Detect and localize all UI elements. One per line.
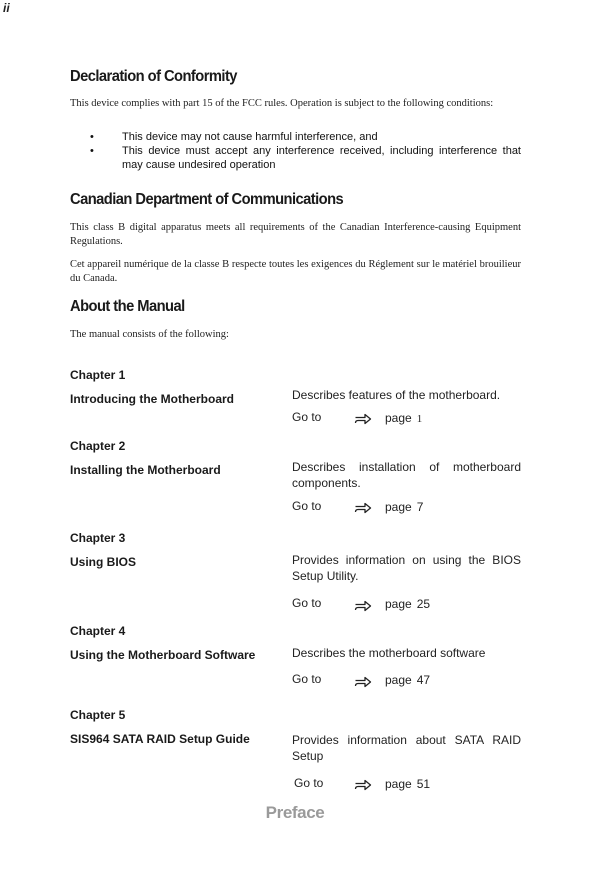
page-label: page (385, 673, 412, 687)
page-number-link[interactable]: 51 (416, 777, 431, 791)
bullet-item (90, 130, 521, 144)
chapter-number: Chapter 2 (70, 439, 126, 453)
hand-pointing-arrow-icon (354, 412, 372, 430)
page-reference[interactable] (385, 411, 422, 425)
go-to-label: Go to (292, 672, 322, 686)
go-to-label: Go to (292, 499, 322, 513)
bullet-marker: • (90, 145, 94, 157)
footer-section-title: Preface (265, 803, 325, 822)
hand-pointing-arrow-icon (354, 599, 372, 617)
page-number: ii (3, 1, 10, 15)
chapter-description: Describes installation of motherboard components. (292, 460, 521, 490)
heading-declaration-of-conformity: Declaration of Conformity (70, 68, 237, 85)
heading-about-the-manual: About the Manual (70, 298, 185, 315)
chapter-title: Introducing the Motherboard (70, 392, 234, 406)
go-to-label: Go to (292, 596, 322, 610)
page-number-link[interactable]: 47 (416, 673, 431, 687)
page-label: page (385, 597, 412, 611)
bullet-text: This device may not cause harmful interference, and (122, 131, 378, 143)
page-number-link[interactable]: 1 (416, 413, 423, 425)
chapter-title: Using the Motherboard Software (70, 648, 256, 662)
chapter-number: Chapter 5 (70, 708, 126, 722)
chapter-description: Provides information about SATA RAID Setup (292, 733, 521, 763)
page-label: page (385, 777, 412, 791)
chapter-number: Chapter 1 (70, 368, 126, 382)
page-reference[interactable] (385, 500, 423, 514)
bullet-text: This device must accept any interference received, including interference that may cause undesired operation (122, 145, 521, 171)
chapter-number: Chapter 4 (70, 624, 126, 638)
chapter-title: Using BIOS (70, 555, 137, 569)
chapter-title: Installing the Motherboard (70, 463, 221, 477)
chapter-description: Describes features of the motherboard. (292, 388, 501, 402)
chapter-description: Provides information on using the BIOS Setup Utility. (292, 553, 521, 583)
go-to-label: Go to (292, 410, 322, 424)
page-number-link[interactable]: 25 (416, 597, 431, 611)
canadian-paragraph-french: Cet appareil numérique de la classe B respecte toutes les exigences du Réglement sur le matériel brouilieur du Canada. (70, 259, 521, 284)
page-label: page (385, 500, 412, 514)
page-label: page (385, 411, 412, 425)
bullet-item (90, 144, 521, 172)
hand-pointing-arrow-icon (354, 675, 372, 693)
page-reference[interactable] (385, 777, 430, 791)
chapter-description: Describes the motherboard software (292, 646, 486, 660)
page-reference[interactable] (385, 597, 430, 611)
chapter-number: Chapter 3 (70, 531, 126, 545)
chapter-title: SIS964 SATA RAID Setup Guide (70, 732, 250, 746)
go-to-label: Go to (294, 776, 324, 790)
hand-pointing-arrow-icon (354, 501, 372, 519)
conformity-intro: This device complies with part 15 of the FCC rules. Operation is subject to the following conditions: (70, 98, 494, 109)
canadian-paragraph-english: This class B digital apparatus meets all requirements of the Canadian Interference-causing Equipment Regulations. (70, 222, 521, 247)
bullet-marker: • (90, 131, 94, 143)
hand-pointing-arrow-icon (354, 778, 372, 796)
manual-intro: The manual consists of the following: (70, 329, 229, 340)
heading-canadian-department: Canadian Department of Communications (70, 191, 344, 208)
page-number-link[interactable]: 7 (416, 500, 424, 514)
page-reference[interactable] (385, 673, 430, 687)
